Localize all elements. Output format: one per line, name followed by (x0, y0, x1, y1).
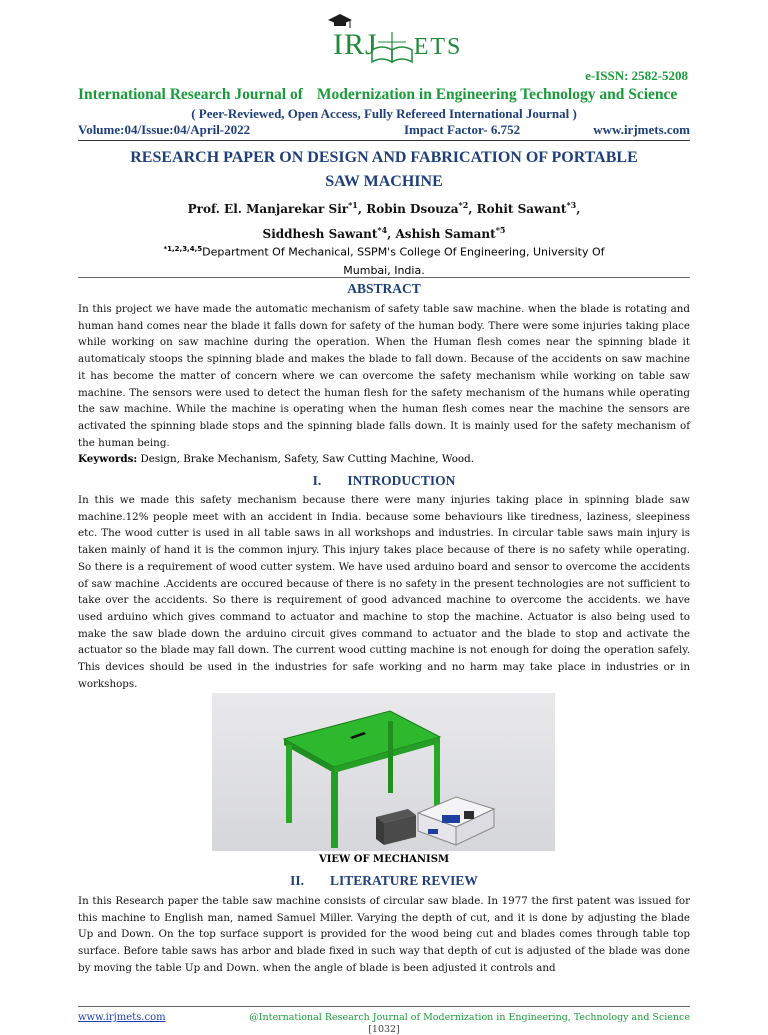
literature-heading: II. LITERATURE REVIEW (290, 873, 478, 888)
saw-machine-render (212, 693, 555, 851)
journal-name-part2: Modernization in Engineering Technology and Science (316, 86, 678, 103)
logo-main-text: IRJ (333, 28, 378, 61)
author-list (78, 195, 690, 245)
author-line-1: Prof. El. Manjarekar Sir$^{*1}$, Robin Dsouza$^{*2}$, Rohit Sawant$^{*3}$, (187, 200, 581, 216)
author-mark: *2 (458, 200, 469, 210)
volume-issue: Volume:04/Issue:04/April-2022 (78, 122, 251, 137)
journal-website[interactable]: www.irjmets.com (593, 122, 690, 137)
keywords-label: Keywords: (78, 453, 138, 465)
peer-reviewed-note: ( Peer-Reviewed, Open Access, Fully Refereed International Journal ) (191, 106, 577, 121)
author-name: , Robin Dsouza (357, 202, 459, 216)
footer-website-link[interactable]: www.irjmets.com (78, 1012, 166, 1023)
author-name: , Ashish Samant (387, 227, 496, 241)
author-mark: *1 (348, 200, 358, 210)
impact-factor: Impact Factor- 6.752 (404, 122, 521, 137)
abstract-heading: ABSTRACT (347, 281, 421, 296)
issn: e-ISSN: 2582-5208 (585, 68, 688, 83)
author-name: Siddhesh Sawant (262, 227, 378, 241)
affiliation-line-1: $^{*1,2,3,4,5}$Department Of Mechanical, SSPM's College Of Engineering, University Of (163, 245, 605, 259)
affiliation-line-2: Mumbai, India. (343, 263, 425, 277)
author-name: , Rohit Sawant (468, 202, 567, 216)
title-line-2: SAW MACHINE (325, 173, 443, 190)
mechanism-figure (212, 693, 555, 851)
issue-info-row (78, 122, 690, 140)
author-name: Prof. El. Manjarekar Sir (187, 202, 349, 216)
introduction-body: In this we made this safety mechanism because there were many injuries taking place in spinning blade saw machine.12% people meet with an accident in India. because some behaviours like tiredness, laziness, sleepiness etc. The wood cutter is used in all table saws in all workshops and industries. In circular table saws main injury is taken mainly of hand it is the common injury. This injury takes place because of there is no safety while operating. So there is a requirement of wood cutter system. We have used arduino board and sensor to overcome the accidents of saw machine .Accidents are occured because of there is no safety in the present technologies are not sufficient to take over the accidents. So there is requirement of good advanced machine to overcome the accidents. we have used arduino which gives command to actuator and machine to stop the machine. Actuator is also being used to make the saw blade down the arduino circuit gives command to actuator and the blade to stop and activate the actuator so the blade may fall down. The current wood cutting machine is not enough for doing the operation safely. This devices should be used in the industries for safe working and no harm may take place in industries or in workshops. (78, 494, 690, 690)
logo-end-text: ETS (413, 34, 463, 60)
footer-divider (78, 1006, 690, 1007)
keywords (78, 453, 690, 465)
title-line-1: RESEARCH PAPER ON DESIGN AND FABRICATION OF PORTABLE (130, 149, 638, 166)
journal-name (78, 86, 690, 104)
affiliation-mark: *1,2,3,4,5 (163, 245, 203, 253)
logo-wordmark (333, 28, 462, 62)
keywords-list: Design, Brake Mechanism, Safety, Saw Cutting Machine, Wood. (137, 453, 474, 465)
abstract-body: In this project we have made the automatic mechanism of safety table saw machine. when the blade is rotating and human hand comes near the blade it falls down for safety of the human body. There were some injuries taking place while working on saw machine during the operation. When the Human flesh comes near the spinning blade it automaticaly stoops the spinning blade and makes the blade to fall down. Because of the accidents on saw machine it has become the matter of concern where we can overcome the safety mechanism while working on table saw machine. The sensors were used to detect the human flesh for the safety mechanism of the humans while operating the saw machine. While the machine is operating when the human flesh comes near the machine the sensors are activated the spinning blade stops and the spinning blade falls down. It is mainly used for the safety mechanism of the human being. (78, 303, 690, 449)
journal-name-part1: International Research Journal of (78, 86, 303, 103)
figure-caption: VIEW OF MECHANISM (318, 854, 450, 865)
author-mark: *5 (495, 225, 506, 235)
footer-copyright: @International Research Journal of Modernization in Engineering, Technology and Science (249, 1012, 690, 1023)
introduction-heading: I. INTRODUCTION (312, 473, 456, 488)
author-mark: *4 (377, 225, 388, 235)
paper-title (78, 146, 690, 194)
affiliation-divider (78, 277, 690, 278)
affiliation (78, 240, 690, 280)
literature-body: In this Research paper the table saw machine consists of circular saw blade. In 1977 the first patent was issued for this machine to English man, named Samuel Miller. Varying the depth of cut, and it is done by adjusting the blade Up and Down. On the top surface support is provided for the wood being cut and blades comes through table top surface. Before table saws has arbor and blade fixed in such way that depth of cut is adjusted of the blade was done by moving the table Up and Down. when the angle of blade is been adjusted it controls and (78, 895, 690, 974)
author-mark: *3 (566, 200, 577, 210)
page-number: [1032] (368, 1024, 400, 1035)
header-divider (78, 140, 690, 141)
